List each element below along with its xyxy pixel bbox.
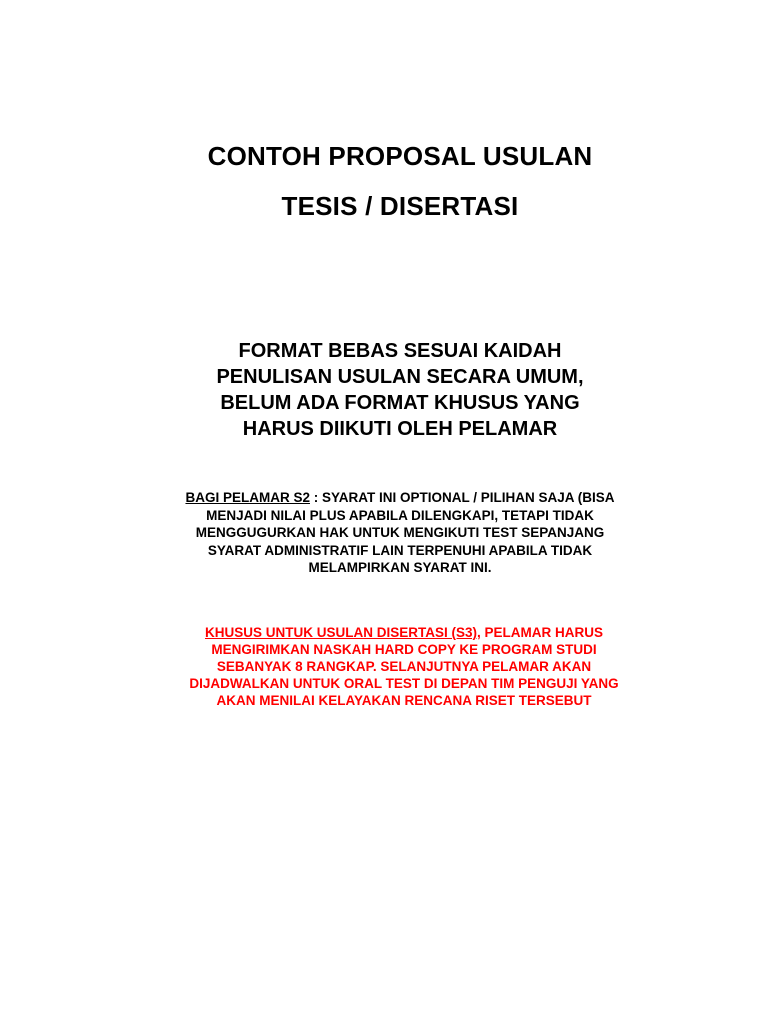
s3-note-first-line-text: , PELAMAR HARUS — [477, 625, 604, 640]
format-notice-line: FORMAT BEBAS SESUAI KAIDAH — [238, 340, 562, 362]
format-notice-line: PENULISAN USULAN SECARA UMUM, — [216, 366, 584, 388]
s2-note-line: SYARAT ADMINISTRATIF LAIN TERPENUHI APABILA TIDAK — [207, 542, 593, 558]
s3-note-label: KHUSUS UNTUK USULAN DISERTASI (S3) — [204, 625, 477, 640]
s3-note-line: SEBANYAK 8 RANGKAP. SELANJUTNYA PELAMAR AKAN — [216, 659, 592, 674]
s2-note-line: MELAMPIRKAN SYARAT INI. — [308, 560, 492, 575]
s2-note-line: MENJADI NILAI PLUS APABILA DILENGKAPI, TETAPI TIDAK — [206, 507, 594, 523]
format-notice-line: BELUM ADA FORMAT KHUSUS YANG — [220, 392, 580, 414]
format-notice-line: HARUS DIIKUTI OLEH PELAMAR — [242, 418, 558, 440]
s3-note-line — [0, 624, 768, 641]
s3-note-line: AKAN MENILAI KELAYAKAN RENCANA RISET TERSEBUT — [216, 693, 592, 708]
s3-applicant-note — [0, 624, 768, 709]
document-title-line-1: CONTOH PROPOSAL USULAN — [207, 141, 593, 171]
s2-note-first-line-text: : SYARAT INI OPTIONAL / PILIHAN SAJA (BISA — [309, 490, 615, 505]
s3-note-line: DIJADWALKAN UNTUK ORAL TEST DI DEPAN TIM PENGUJI YANG — [189, 676, 619, 691]
s2-note-line — [0, 489, 768, 507]
s2-applicant-note — [0, 489, 768, 577]
s3-note-line: MENGIRIMKAN NASKAH HARD COPY KE PROGRAM STUDI — [211, 642, 597, 657]
format-notice — [0, 338, 768, 442]
document-title-line-2: TESIS / DISERTASI — [281, 191, 519, 221]
s2-note-line: MENGGUGURKAN HAK UNTUK MENGIKUTI TEST SEPANJANG — [195, 525, 605, 540]
s2-note-label: BAGI PELAMAR S2 — [185, 490, 310, 505]
